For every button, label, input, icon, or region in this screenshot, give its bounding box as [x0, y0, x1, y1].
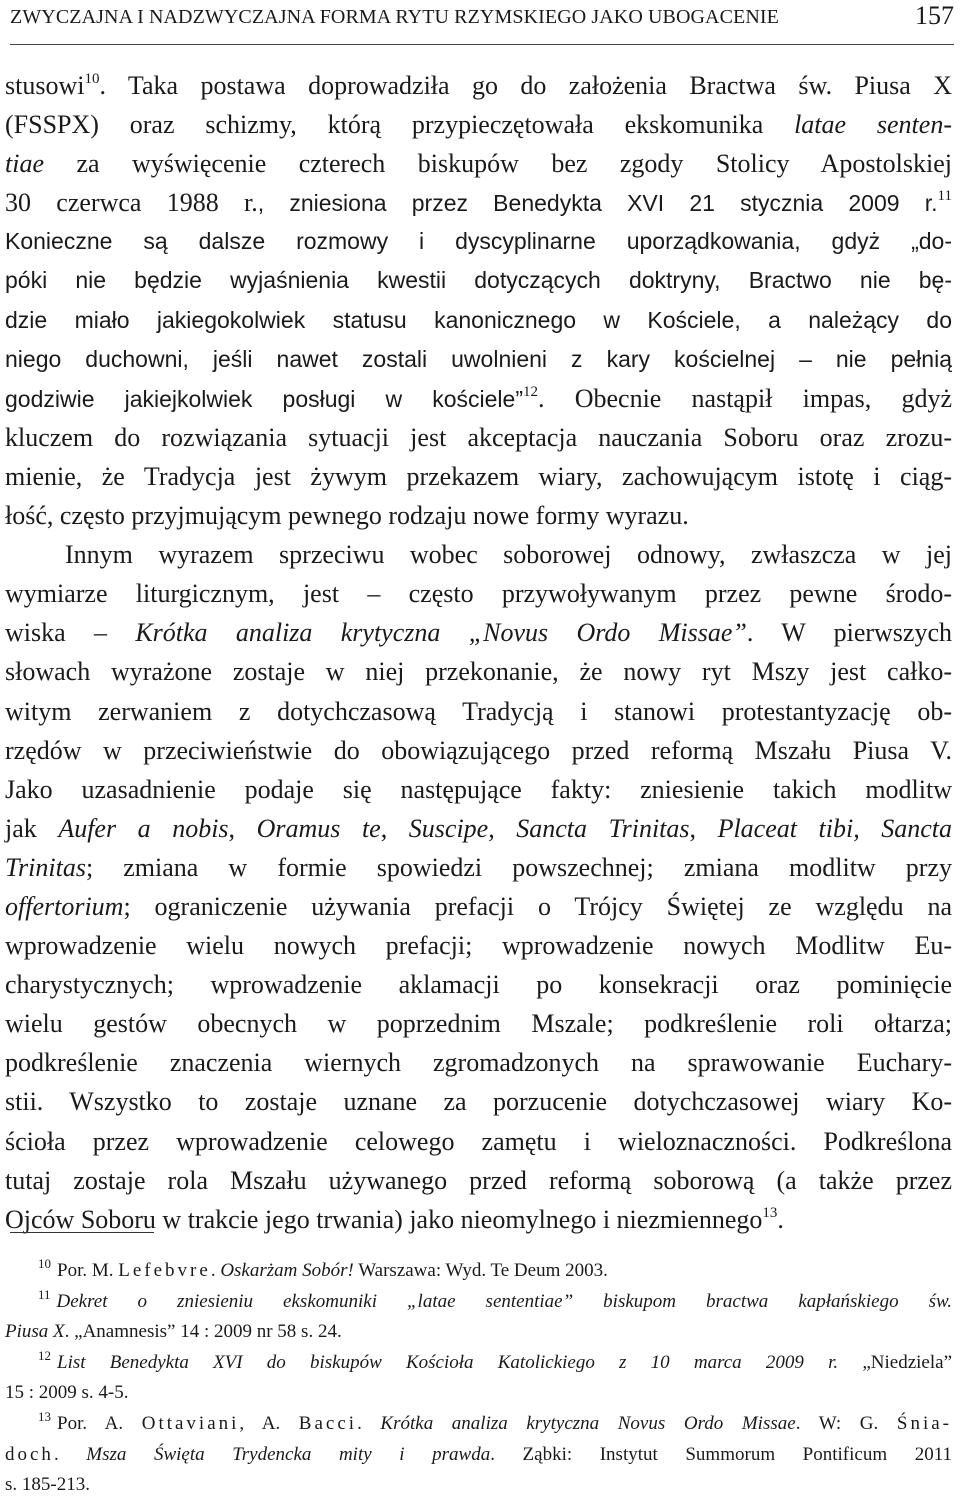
text-line: charystycznych; wprowadzenie aklamacji po konsekracji oraz pominięcie: [5, 970, 952, 1000]
footnotes: [5, 1256, 952, 1501]
text-line: wprowadzenie wielu nowych prefacji; wprowadzenie nowych Modlitw Eu-: [5, 931, 952, 961]
text-line: offertorium; ograniczenie używania prefacji o Trójcy Świętej ze względu na: [5, 891, 952, 921]
text-line: łość, często przyjmującym pewnego rodzaju nowe formy wyrazu.: [5, 501, 689, 531]
footnote-separator: [10, 1232, 154, 1233]
footnote-13-cont: doch. Msza Święta Trydencka mity i prawda. Ząbki: Instytut Summorum Pontificum 2011: [5, 1443, 953, 1465]
text-line: tiae za wyświęcenie czterech biskupów bez zgody Stolicy Apostolskiej: [5, 149, 952, 179]
footnote-10: $^{10}$ Por. M. Lefebvre. Oskarżam Sobór! Warszawa: Wyd. Te Deum 2003.: [38, 1256, 608, 1281]
footnote-ref[interactable]: 12: [523, 383, 538, 400]
text-line: witym zerwaniem z dotychczasową Tradycją i stanowi protestantyzację ob-: [5, 696, 952, 726]
footnote-11-cont: Piusa X. „Anamnesis” 14 : 2009 nr 58 s. 24.: [5, 1321, 342, 1343]
text-line: dzie miało jakiegokolwiek statusu kanonicznego w Kościele, a należący do: [5, 306, 952, 333]
text-line: stusowi$^{10}$. Taka postawa doprowadziła go do założenia Bractwa św. Piusa X: [5, 71, 952, 100]
text-line: niego duchowni, jeśli nawet zostali uwolnieni z kary kościelnej – nie pełnią: [5, 345, 952, 372]
text-line: 30 czerwca 1988 r., zniesiona przez Benedykta XVI 21 stycznia 2009 r.$^{11}$: [5, 188, 952, 218]
text-line: jak Aufer a nobis, Oramus te, Suscipe, Sancta Trinitas, Placeat tibi, Sancta: [5, 813, 953, 843]
text-line: godziwie jakiejkolwiek posługi w kościele”$^{12}$. Obecnie nastąpił impas, gdyż: [5, 383, 952, 413]
text-line: Ojców Soboru w trakcie jego trwania) jako nieomylnego i niezmiennego$^{13}$.: [5, 1204, 784, 1234]
paragraph-start: Innym wyrazem sprzeciwu wobec soborowej odnowy, zwłaszcza w jej: [65, 540, 952, 570]
text-line: rzędów w przeciwieństwie do obowiązującego przed reformą Mszału Piusa V.: [5, 735, 952, 765]
text-line: Jako uzasadnienie podaje się następujące fakty: zniesienie takich modlitw: [5, 774, 952, 804]
text-line: stii. Wszystko to zostaje uznane za porzucenie dotychczasowej wiary Ko-: [5, 1087, 952, 1117]
footnote-11: $^{11}$ Dekret o zniesieniu ekskomuniki „latae sententiae” biskupom bractwa kapłańskiego św.: [38, 1286, 952, 1312]
text-line: podkreślenie znaczenia wiernych zgromadzonych na sprawowanie Euchary-: [5, 1048, 952, 1078]
footnote-13: $^{13}$ Por. A. Ottaviani, A. Bacci. Krótka analiza krytyczna Novus Ordo Missae. W: G. Śnia-: [38, 1408, 952, 1434]
footnote-12-cont: 15 : 2009 s. 4-5.: [5, 1382, 129, 1404]
text-line: (FSSPX) oraz schizmy, którą przypieczętowała ekskomunika latae senten-: [5, 110, 952, 140]
text-line: ścioła przez wprowadzenie celowego zamętu i wieloznaczności. Podkreślona: [5, 1126, 952, 1156]
text-line: wymiarze liturgicznym, jest – często przywoływanym przez pewne środo-: [5, 579, 952, 609]
text-line: wielu gestów obecnych w poprzednim Mszale; podkreślenie roli ołtarza;: [5, 1009, 952, 1039]
text-line: póki nie będzie wyjaśnienia kwestii dotyczących doktryny, Bractwo nie bę-: [5, 267, 952, 294]
text-line: tutaj zostaje rola Mszału używanego przed reformą soborową (a także przez: [5, 1165, 952, 1195]
text-line: wiska – Krótka analiza krytyczna „Novus Ordo Missae”. W pierwszych: [5, 618, 953, 648]
text-line: Konieczne są dalsze rozmowy i dyscyplinarne uporządkowania, gdyż „do-: [5, 228, 952, 255]
footnote-ref[interactable]: 11: [937, 188, 952, 205]
text-line: mienie, że Tradycja jest żywym przekazem wiary, zachowującym istotę i ciąg-: [5, 461, 952, 491]
text-line: Trinitas; zmiana w formie spowiedzi powszechnej; zmiana modlitw przy: [5, 852, 952, 882]
footnote-ref[interactable]: 13: [762, 1204, 778, 1221]
document-title: Krótka analiza krytyczna „Novus Ordo Missae”: [135, 618, 747, 648]
text-line: słowach wyrażone zostaje w niej przekonanie, że nowy ryt Mszy jest całko-: [5, 657, 952, 687]
running-header: [10, 0, 954, 45]
running-title: ZWYCZAJNA I NADZWYCZAJNA FORMA RYTU RZYMSKIEGO JAKO UBOGACENIE: [10, 6, 779, 28]
footnote-12: $^{12}$ List Benedykta XVI do biskupów Kościoła Katolickiego z 10 marca 2009 r. „Niedziela”: [38, 1347, 953, 1373]
footnote-13-cont: s. 185-213.: [5, 1474, 90, 1496]
main-text: [5, 66, 952, 1239]
text-line: kluczem do rozwiązania sytuacji jest akceptacja nauczania Soboru oraz zrozu-: [5, 422, 952, 452]
page-number: 157: [915, 1, 954, 30]
footnote-ref[interactable]: 10: [84, 71, 100, 87]
